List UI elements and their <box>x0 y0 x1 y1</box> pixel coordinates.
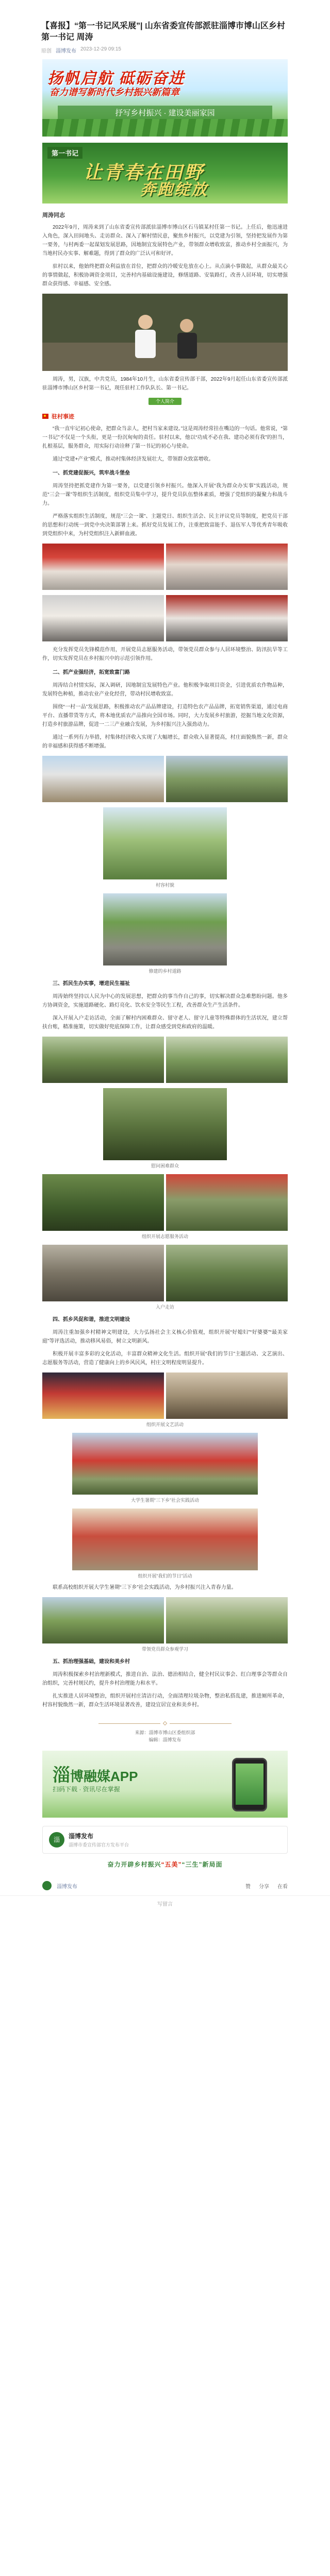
article-meta <box>41 46 289 54</box>
section2-paragraph-5: 联系高校组织开展大学生暑期“三下乡”社会实践活动，为乡村振兴注入青春力量。 <box>53 1585 237 1590</box>
article-header <box>0 0 330 54</box>
photo-portrait-art <box>42 294 288 371</box>
article-body <box>0 211 330 289</box>
section1-paragraph-3: 周涛坚持把抓党建作为第一要务，以党建引领乡村振兴。他深入开展“我为群众办实事”实践活动，规范“三会一课”等组织生活制度，组织党员集中学习，提升党员队伍整体素质，增强了党组织的凝聚力和战斗力。 <box>42 483 288 506</box>
section1-paragraph-7: 围绕“一村一品”发展思路，积极推动农产品品牌建设，打造特色农产品品牌，拓宽销售渠道，通过电商平台、直播带货等方式，将本地优质农产品推向全国市场。同时，大力发展乡村旅游，挖掘当地文化资源，打造乡村旅游品牌，促进一二三产业融合发展，为乡村振兴注入强劲动力。 <box>42 704 288 727</box>
section-3 <box>0 1657 330 1709</box>
photo-row-4 <box>42 1037 288 1083</box>
section-2-cont <box>0 1315 330 1367</box>
section2-paragraph-4: 积极开展丰富多彩的文化活动，丰富群众精神文化生活。组织开展“我们的节日”主题活动、文艺演出、志愿服务等活动，营造了健康向上的乡风民风，村庄文明程度明显提升。 <box>42 1351 288 1366</box>
section-heading <box>42 412 288 420</box>
account-card-head <box>49 1832 281 1848</box>
section1-paragraph-5: 充分发挥党员先锋模范作用，开展党员志愿服务活动，带领党员群众参与人居环境整治、防汛抗旱等工作，切实发挥党员在乡村振兴中的示范引领作用。 <box>42 647 288 662</box>
wow-button[interactable]: 在看 <box>277 1884 288 1890</box>
photo-row-8 <box>42 1597 288 1643</box>
footer-account-avatar[interactable] <box>42 1881 52 1890</box>
app-banner-title-rest: 博融媒APP <box>70 1769 138 1784</box>
photo-village-main <box>103 807 227 879</box>
caption-5: 入户走访 <box>155 1304 174 1310</box>
caption-1: 村容村貌 <box>155 883 174 888</box>
photo-road <box>103 893 227 965</box>
photo-volunteer-1 <box>42 1174 164 1231</box>
section-banner-label: 第一书记 <box>47 147 82 159</box>
banner-line1: 扬帆启航 砥砺奋进 <box>47 70 185 87</box>
photo-row-3 <box>42 756 288 802</box>
app-download-banner[interactable] <box>42 1751 288 1818</box>
app-banner-title <box>53 1761 138 1786</box>
banner-line3: 抒写乡村振兴 · 建设美丽家园 <box>58 106 272 120</box>
section3-paragraph-2: 扎实推进人居环境整治，组织开展村庄清洁行动，全面清理垃圾杂物，整治私搭乱建，推进厕所革命，村容村貌焕然一新，群众生活环境显著改善，建设宜居宜业和美乡村。 <box>42 1693 288 1708</box>
photo-meeting-3 <box>42 595 164 641</box>
source-line-1: 来源：淄博市博山区委组织部 <box>135 1730 195 1735</box>
section2-paragraph-1: 周涛始终坚持以人民为中心的发展思想，把群众的事当作自己的事，切实解决群众急难愁盼问题。他多方协调资金，实施道路硬化、路灯亮化、饮水安全等民生工程，改善群众生产生活条件。 <box>42 994 288 1008</box>
phone-icon <box>232 1758 267 1811</box>
photo-festival <box>72 1509 258 1570</box>
app-banner-title-char: 淄 <box>53 1766 70 1785</box>
section1-bold-1: 一、抓党建促振兴，筑牢战斗堡垒 <box>53 470 130 476</box>
source-label: 原创 <box>41 48 52 54</box>
section-banner-image <box>42 143 288 204</box>
intro-detail-paragraph: 周涛，男，汉族，中共党员，1984年10月生，山东省委宣传部干部，2022年9月起任山东省委宣传部派驻淄博市博山区乡村第一书记，现任驻村工作队队长、第一书记。 <box>42 377 288 391</box>
section-2 <box>0 979 330 1031</box>
divider-line-right <box>170 1723 232 1724</box>
section1-paragraph-2: 通过“党建+产业”模式，推动村集体经济发展壮大，带领群众致富增收。 <box>53 456 214 462</box>
photo-row-1 <box>42 544 288 590</box>
footer-actions <box>245 1882 288 1890</box>
article-footer <box>0 1869 330 1895</box>
caption-4: 组织开展志愿服务活动 <box>141 1234 188 1239</box>
source-line-2: 编辑：淄博发布 <box>148 1737 182 1742</box>
photo-home-visit-2 <box>166 1245 288 1301</box>
section2-bold-1: 三、抓民生办实事，增进民生福祉 <box>53 981 130 987</box>
banner-fields <box>42 119 288 137</box>
flag-icon <box>42 414 48 419</box>
photo-row-7 <box>42 1372 288 1419</box>
photo-study-2 <box>166 1597 288 1643</box>
photo-village-1 <box>42 756 164 802</box>
divider-line-left <box>98 1723 160 1724</box>
account-card[interactable] <box>42 1826 288 1854</box>
section1-paragraph-6: 周涛结合村情实际，深入调研，因地制宜发展特色产业。他积极争取项目资金，引进优质农作物品种，发展特色种植，推动农业产业化经营，带动村民增收致富。 <box>42 683 288 697</box>
comment-input-label[interactable]: 写留言 <box>157 1902 173 1907</box>
photo-home-visit-1 <box>42 1245 164 1301</box>
slogan-b: “五美” <box>161 1861 182 1868</box>
intro-paragraph-1: 2022年9月，周涛来到了山东省委宣传部派驻淄博市博山区石马镇某村任第一书记。上任后，他迅速进入角色，深入田间地头、走访群众、深入了解村情民意，聚焦乡村振兴，以党建为引领，坚持把发展作为第一要务，与村两委一起谋划发展思路，因地制宜发展特色产业，带领群众增收致富，推动乡村全面振兴，为当地村民办实事、解难题，得到了群众的广泛认可和好评。 <box>42 225 288 257</box>
photo-volunteer-2 <box>166 1174 288 1231</box>
photo-visit-1 <box>42 1037 164 1083</box>
caption-2: 修建的乡村道路 <box>148 969 182 974</box>
caption-7: 大学生暑期“三下乡”社会实践活动 <box>131 1498 199 1503</box>
photo-meeting-1 <box>42 544 164 590</box>
caption-8: 组织开展“我们的节日”活动 <box>138 1573 192 1579</box>
account-link[interactable]: 淄博发布 <box>56 48 76 54</box>
intro-detail <box>0 375 330 393</box>
divider-diamond-icon <box>163 1721 167 1725</box>
section-banner-big1: 让青春在田野 <box>84 162 205 183</box>
footer-account-name[interactable]: 淄博发布 <box>57 1884 77 1890</box>
comment-bar[interactable] <box>0 1895 330 1911</box>
section-heading-text: 驻村事迹 <box>52 414 74 420</box>
top-banner-image <box>42 59 288 137</box>
section3-paragraph-1: 周涛积极探索乡村治理新模式，推进自治、法治、德治相结合，健全村民议事会、红白理事会等群众自治组织，完善村规民约，提升乡村治理能力和水平。 <box>42 1672 288 1686</box>
section1-paragraph-4: 严格落实组织生活制度，规范“三会一课”、主题党日、组织生活会、民主评议党员等制度，把党员干部的思想和行动统一到党中央决策部署上来。抓好党员发展工作，注重把致富能手、退伍军人等优秀青年吸收到党组织中来，为村党组织注入新鲜血液。 <box>42 514 288 537</box>
profile-tag: 个人简介 <box>148 398 182 405</box>
end-divider <box>0 1722 330 1725</box>
caption-9: 带领党员群众参观学习 <box>141 1647 188 1652</box>
section1-bold-2: 二、抓产业强经济，拓宽致富门路 <box>53 670 130 675</box>
slogan-c: “三生” <box>182 1861 203 1868</box>
app-banner-subtitle: 扫码下载 · 资讯尽在掌握 <box>53 1786 120 1793</box>
photo-students <box>72 1433 258 1495</box>
photo-row-6 <box>42 1245 288 1301</box>
share-button[interactable]: 分享 <box>259 1884 269 1890</box>
photo-poor-visit <box>103 1088 227 1160</box>
photo-meeting-4 <box>166 595 288 641</box>
account-card-text <box>69 1832 129 1848</box>
account-avatar: 淄 <box>49 1832 64 1848</box>
slogan-a: 奋力开辟乡村振兴 <box>107 1861 161 1868</box>
section1-paragraph-8: 通过一系列有力举措，村集体经济收入实现了大幅增长，群众收入显著提高，村庄面貌焕然一新，群众的幸福感和获得感不断增强。 <box>42 735 288 749</box>
intro-paragraph-2: 驻村以来，他始终把群众利益放在首位，把群众的冷暖安危放在心上。从点滴小事做起，从群众最关心的事情做起，积极协调资金项目，完善村内基础设施建设，修缮道路、安装路灯，改善人居环境，切实增强群众获得感、幸福感、安全感。 <box>42 264 288 287</box>
section-banner-big2: 奔跑绽放 <box>140 181 208 198</box>
photo-event-1 <box>42 1372 164 1419</box>
banner-line2: 奋力谱写新时代乡村振兴新篇章 <box>50 87 179 97</box>
section2-bold-2: 四、抓乡风促和谐，推进文明建设 <box>53 1317 130 1323</box>
caption-3: 慰问困难群众 <box>151 1163 179 1168</box>
section-1 <box>0 412 330 538</box>
photo-row-5 <box>42 1174 288 1231</box>
section1-paragraph-1: “我一直牢记初心使命，把群众当亲人，把村当家来建设。”这是周涛经常挂在嘴边的一句话。他常说，“第一书记”不仅是一个头衔，更是一份沉甸甸的责任。驻村以来，他以“功成不必在我、建功必须有我”的担当，扎根基层，服务群众，用实际行动诠释了第一书记的初心与使命。 <box>42 426 288 449</box>
photo-village-2 <box>166 756 288 802</box>
photo-meeting-2 <box>166 544 288 590</box>
photo-row-2 <box>42 595 288 641</box>
slogan <box>42 1860 288 1869</box>
person-name: 周涛同志 <box>42 212 65 218</box>
photo-visit-2 <box>166 1037 288 1083</box>
photo-study-1 <box>42 1597 164 1643</box>
article-title: 【喜报】“第一书记风采展”| 山东省委宣传部派驻淄博市博山区乡村第一书记 周涛 <box>41 22 285 42</box>
section3-bold-1: 五、抓治理强基础，建设和美乡村 <box>53 1659 130 1665</box>
section-1-cont <box>0 646 330 751</box>
photo-event-2 <box>166 1372 288 1419</box>
publish-date: 2023-12-29 09:15 <box>80 46 121 52</box>
account-card-name: 淄博发布 <box>69 1833 94 1840</box>
caption-6: 组织开展文艺活动 <box>146 1422 184 1427</box>
photo-portrait <box>42 294 288 371</box>
slogan-d: 新局面 <box>202 1861 223 1868</box>
like-button[interactable]: 赞 <box>245 1884 251 1890</box>
section-2-end <box>0 1583 330 1592</box>
section2-paragraph-2: 深入开展入户走访活动，全面了解村内困难群众、留守老人、留守儿童等特殊群体的生活状况，建立帮扶台账，精准施策，切实做好兜底保障工作，让群众感受到党和政府的温暖。 <box>42 1015 288 1030</box>
section2-paragraph-3: 周涛注重加强乡村精神文明建设，大力弘扬社会主义核心价值观，组织开展“好媳妇”“好婆婆”“最美家庭”等评选活动，推动移风易俗，树立文明新风。 <box>42 1330 288 1344</box>
account-card-desc: 淄博市委宣传部官方发布平台 <box>69 1842 129 1848</box>
